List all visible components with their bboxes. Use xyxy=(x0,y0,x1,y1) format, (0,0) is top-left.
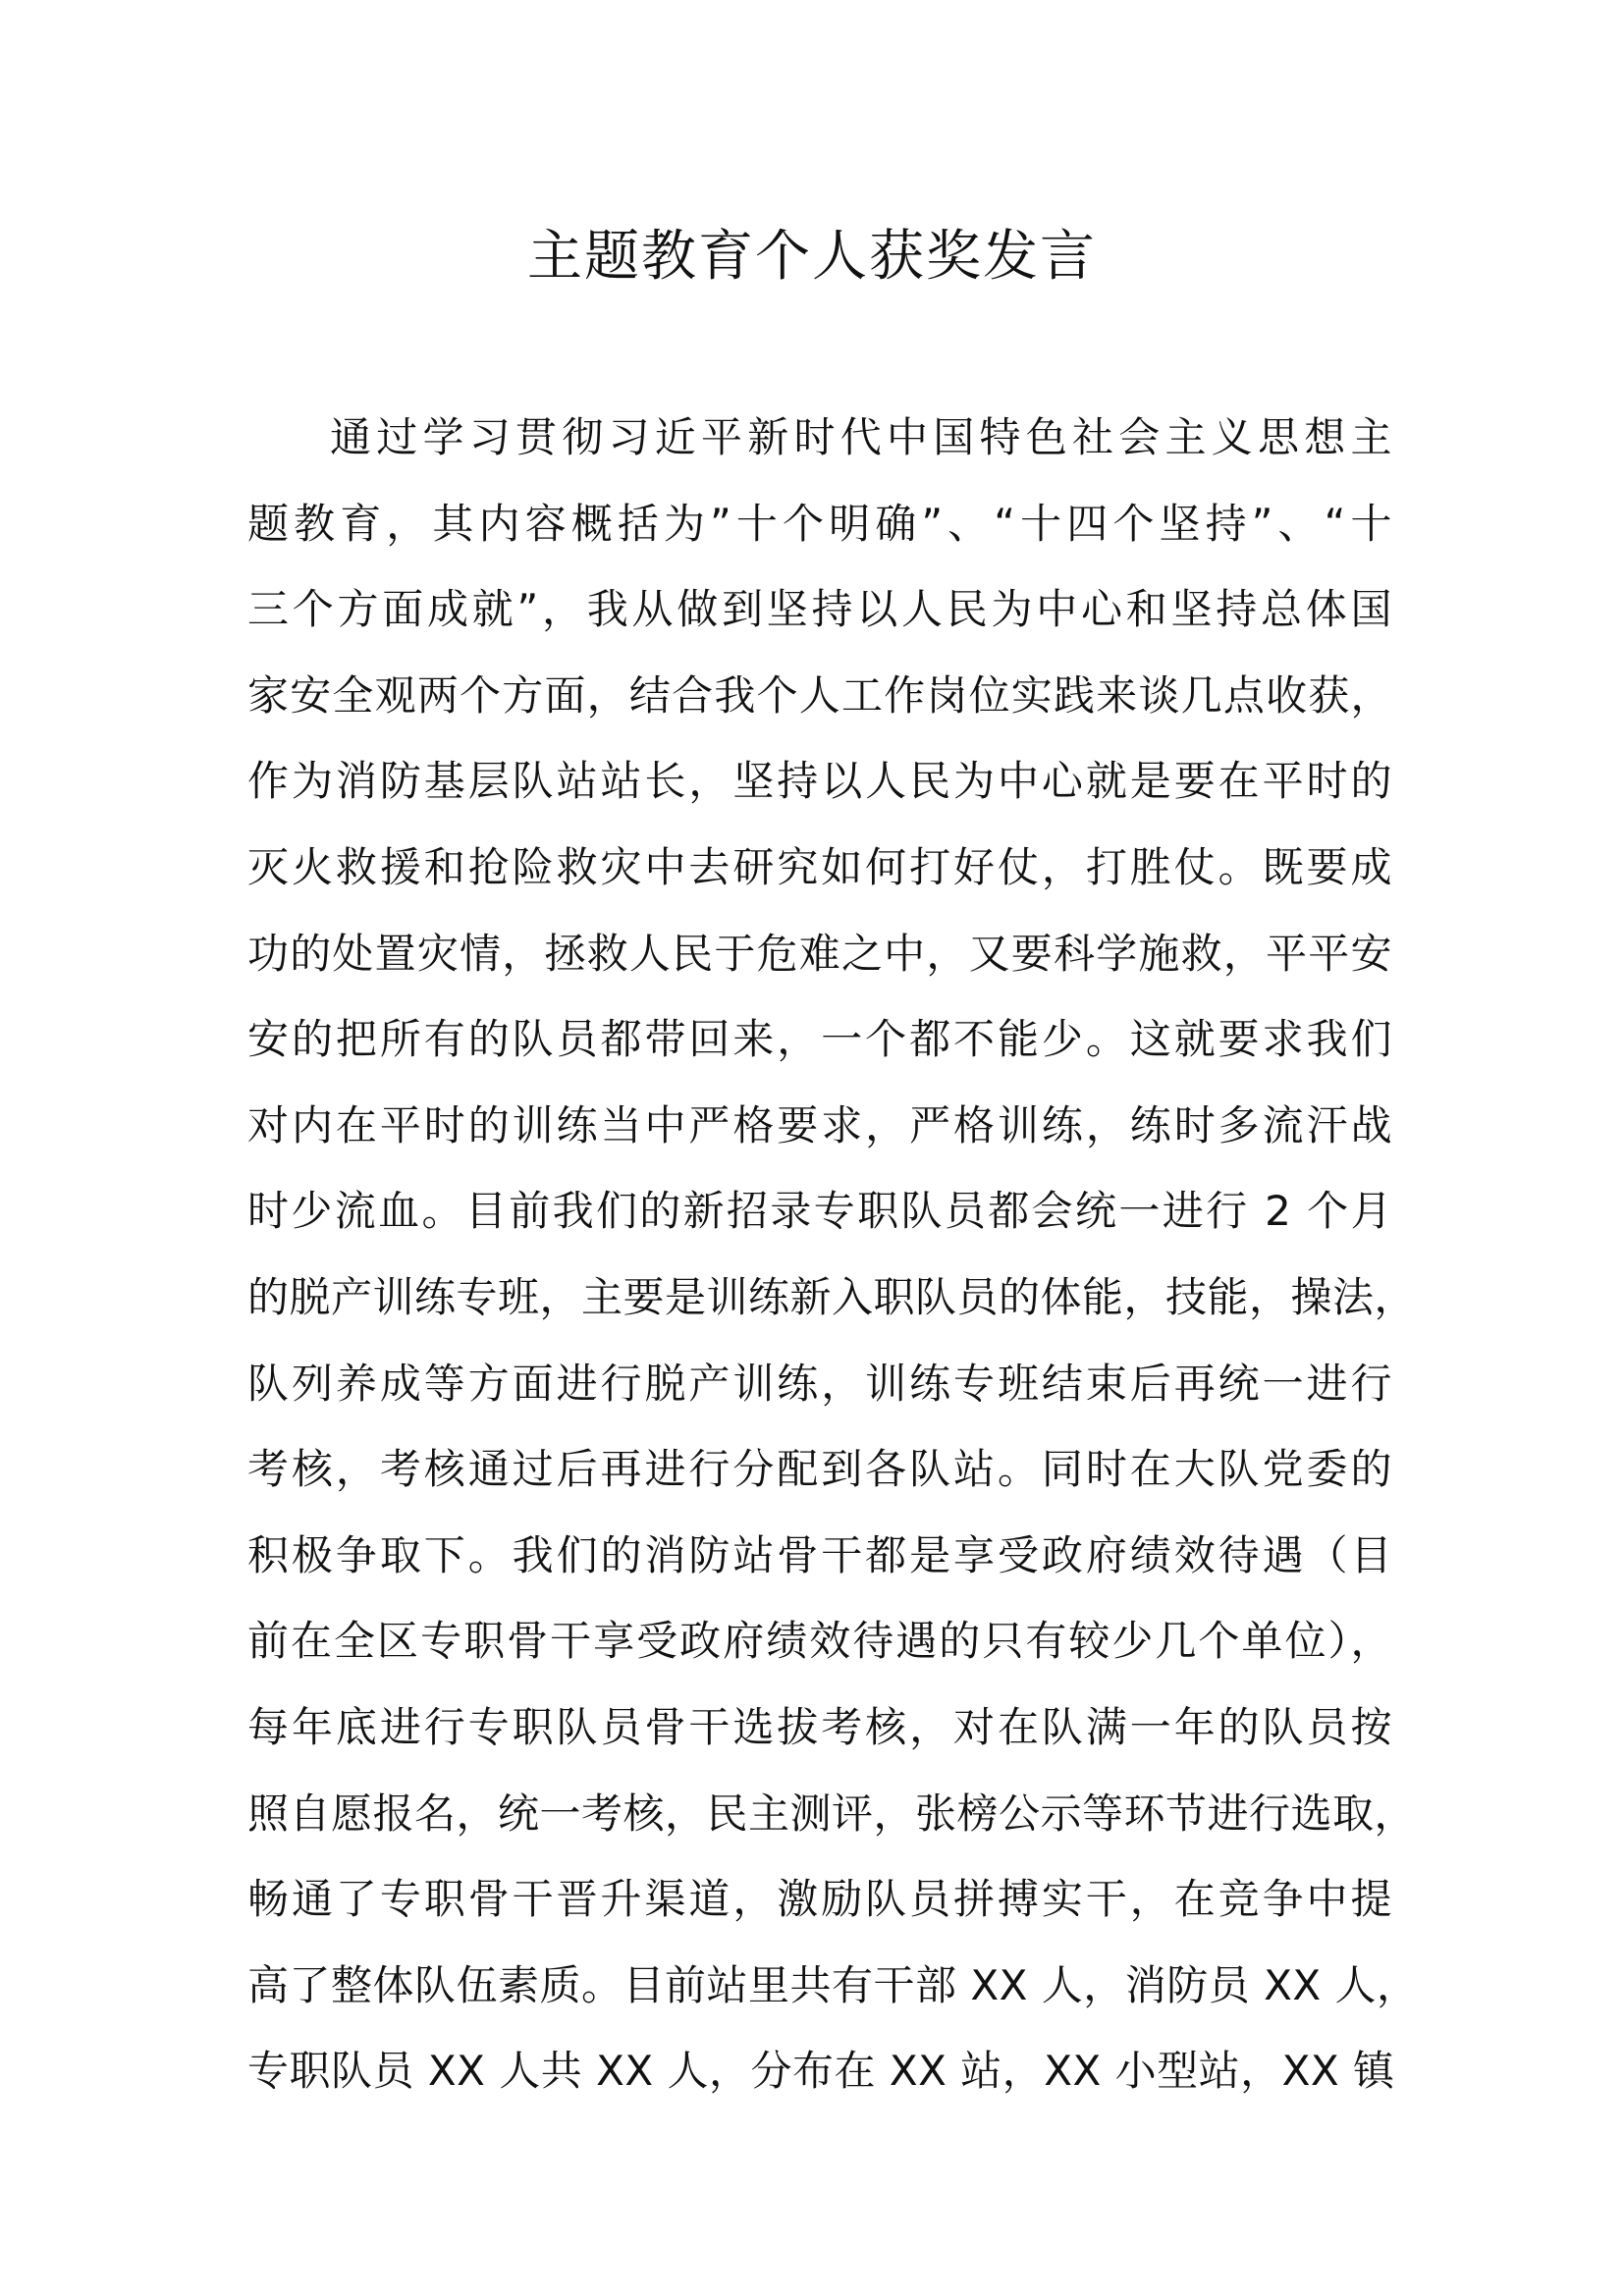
paragraph-line: 前在全区专职骨干享受政府绩效待遇的只有较少几个单位）， xyxy=(247,1617,1392,1666)
document-title: 主题教育个人获奖发言 xyxy=(527,225,1097,289)
paragraph-line: 功的处置灾情，拯救人民于危难之中，又要科学施救，平平安 xyxy=(247,929,1392,978)
paragraph-line: 安的把所有的队员都带回来，一个都不能少。这就要求我们 xyxy=(247,1015,1392,1064)
paragraph-line: 灭火救援和抢险救灾中去研究如何打好仗，打胜仗。既要成 xyxy=(247,842,1392,891)
paragraph-line: 对内在平时的训练当中严格要求，严格训练，练时多流汗战 xyxy=(247,1100,1392,1149)
paragraph-line: 照自愿报名，统一考核，民主测评，张榜公示等环节进行选取， xyxy=(247,1789,1417,1838)
paragraph-line: 通过学习贯彻习近平新时代中国特色社会主义思想主 xyxy=(330,413,1392,461)
paragraph-line: 家安全观两个方面，结合我个人工作岗位实践来谈几点收获， xyxy=(247,670,1392,720)
paragraph-line: 高了整体队伍素质。目前站里共有干部 XX 人，消防员 XX 人， xyxy=(247,1960,1419,2009)
paragraph-line: 考核，考核通过后再进行分配到各队站。同时在大队党委的 xyxy=(247,1445,1392,1494)
paragraph-line: 三个方面成就”，我从做到坚持以人民为中心和坚持总体国 xyxy=(247,585,1392,634)
paragraph-line: 题教育，其内容概括为”十个明确”、“十四个坚持”、“十 xyxy=(247,499,1392,548)
paragraph-line: 的脱产训练专班，主要是训练新入职队员的体能，技能，操法， xyxy=(247,1272,1417,1321)
document-body xyxy=(247,395,1419,2114)
paragraph-line: 每年底进行专职队员骨干选拔考核，对在队满一年的队员按 xyxy=(247,1702,1392,1751)
paragraph-line: 时少流血。目前我们的新招录专职队员都会统一进行 2 个月 xyxy=(247,1187,1392,1236)
paragraph-line: 积极争取下。我们的消防站骨干都是享受政府绩效待遇（目 xyxy=(247,1530,1392,1579)
paragraph-line: 作为消防基层队站站长，坚持以人民为中心就是要在平时的 xyxy=(247,757,1392,806)
paragraph-line: 畅通了专职骨干晋升渠道，激励队员拼搏实干，在竞争中提 xyxy=(247,1875,1392,1924)
paragraph-line: 专职队员 XX 人共 XX 人，分布在 XX 站，XX 小型站，XX 镇 xyxy=(247,2047,1395,2096)
paragraph-line: 队列养成等方面进行脱产训练，训练专班结束后再统一进行 xyxy=(247,1359,1392,1408)
